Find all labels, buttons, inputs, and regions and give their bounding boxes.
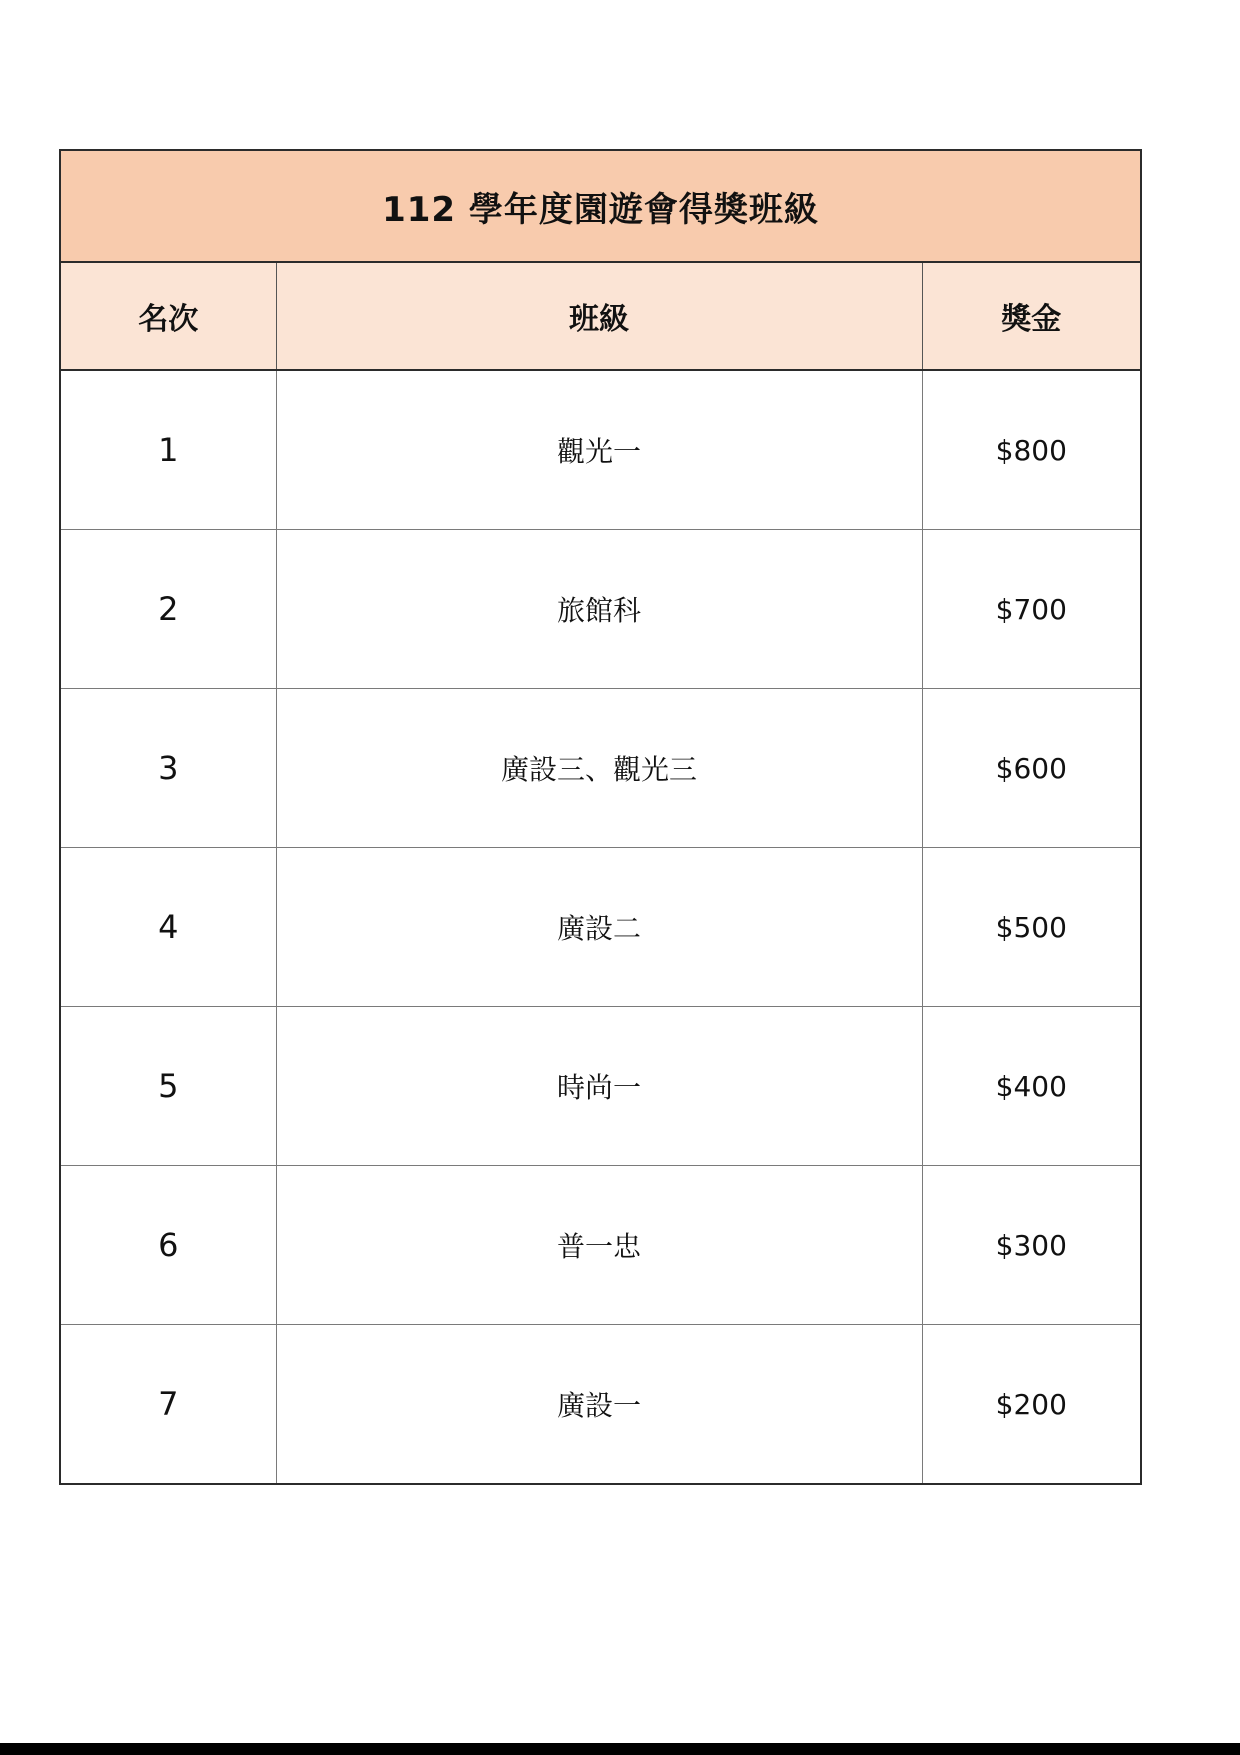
rank-cell: 5 <box>60 1007 276 1166</box>
table-row <box>60 370 1141 530</box>
prize-cell: $300 <box>922 1166 1141 1325</box>
class-cell: 普一忠 <box>276 1166 922 1325</box>
prize-cell: $700 <box>922 530 1141 689</box>
table-title: 112 學年度園遊會得獎班級 <box>60 150 1141 262</box>
rank-cell: 2 <box>60 530 276 689</box>
table-row <box>60 1325 1141 1485</box>
table-row <box>60 689 1141 848</box>
prize-cell: $600 <box>922 689 1141 848</box>
table-row <box>60 1166 1141 1325</box>
title-row <box>60 150 1141 262</box>
class-cell: 廣設二 <box>276 848 922 1007</box>
prize-cell: $800 <box>922 370 1141 530</box>
class-cell: 旅館科 <box>276 530 922 689</box>
rank-cell: 3 <box>60 689 276 848</box>
rank-cell: 6 <box>60 1166 276 1325</box>
rank-cell: 1 <box>60 370 276 530</box>
header-prize: 獎金 <box>922 262 1141 370</box>
class-cell: 廣設一 <box>276 1325 922 1485</box>
rank-cell: 4 <box>60 848 276 1007</box>
header-class: 班級 <box>276 262 922 370</box>
table-row <box>60 530 1141 689</box>
prize-cell: $400 <box>922 1007 1141 1166</box>
class-cell: 廣設三、觀光三 <box>276 689 922 848</box>
bottom-border-bar <box>0 1743 1240 1755</box>
class-cell: 觀光一 <box>276 370 922 530</box>
prize-cell: $200 <box>995 1387 1067 1421</box>
table-row <box>60 848 1141 1007</box>
awards-table <box>59 149 1142 1485</box>
prize-cell: $500 <box>922 848 1141 1007</box>
class-cell: 時尚一 <box>276 1007 922 1166</box>
table-row <box>60 1007 1141 1166</box>
header-row <box>60 262 1141 370</box>
rank-cell: 7 <box>60 1325 276 1485</box>
header-rank: 名次 <box>60 262 276 370</box>
